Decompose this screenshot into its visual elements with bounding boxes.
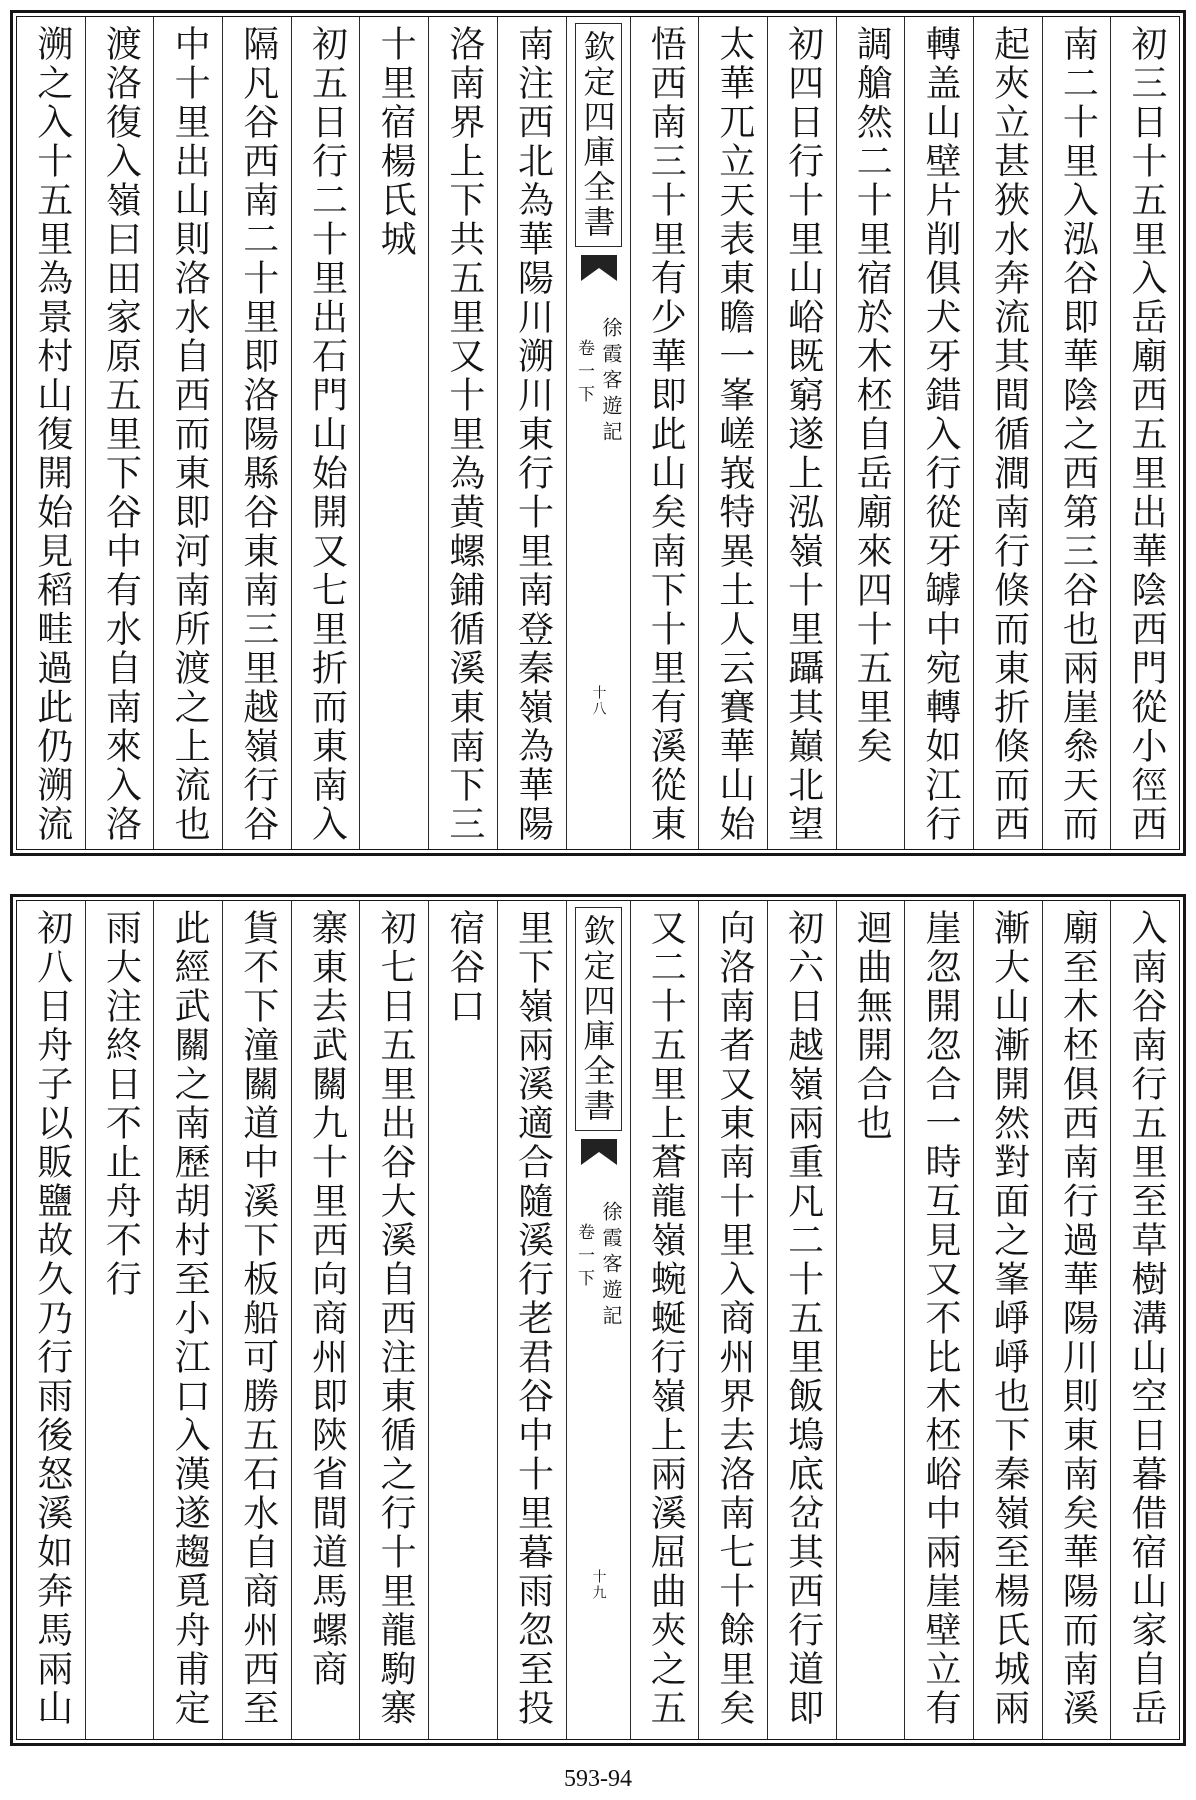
fishtail-icon [579,1139,619,1167]
text-column: 隔凡谷西南二十里即洛陽縣谷東南三里越嶺行谷 [222,17,291,849]
fishtail-icon [579,255,619,283]
text-column: 又二十五里上蒼龍嶺蜿蜒行嶺上兩溪屈曲夾之五 [630,901,699,1739]
book-title: 徐霞客遊記 [599,317,623,447]
text-column: 初五日行二十里出石門山始開又七里折而東南入 [291,17,360,849]
center-margin-column [566,901,630,1739]
series-title: 欽定四庫全書 [575,23,622,247]
text-column: 漸大山漸開然對面之峯崢崢也下秦嶺至楊氏城兩 [973,901,1042,1739]
page-number: 十九 [590,1569,607,1601]
text-column: 洛南界上下共五里又十里為黄螺鋪循溪東南下三 [428,17,497,849]
volume-label: 卷一下 [574,339,594,408]
text-column: 廟至木柸俱西南行過華陽川則東南矣華陽而南溪 [1042,901,1111,1739]
text-column: 南注西北為華陽川溯川東行十里南登秦嶺為華陽 [497,17,566,849]
text-frame [16,16,1180,850]
book-title: 徐霞客遊記 [599,1201,623,1331]
text-column: 貨不下潼關道中溪下板船可勝五石水自商州西至 [222,901,291,1739]
text-column: 初六日越嶺兩重凡二十五里飯塢底岔其西行道即 [767,901,836,1739]
text-column: 轉盖山壁片削俱犬牙錯入行從牙罅中宛轉如江行 [904,17,973,849]
scan-page-reference: 593-94 [564,1766,632,1792]
text-column: 迴曲無開合也 [836,901,905,1739]
series-title: 欽定四庫全書 [575,907,622,1131]
volume-label: 卷一下 [574,1223,594,1292]
text-column: 入南谷南行五里至草樹溝山空日暮借宿山家自岳 [1110,901,1179,1739]
text-column: 宿谷口 [428,901,497,1739]
text-column: 寨東去武關九十里西向商州即陝省間道馬螺商 [291,901,360,1739]
text-column: 渡洛復入嶺曰田家原五里下谷中有水自南來入洛 [85,17,154,849]
text-column: 崖忽開忽合一時互見又不比木柸峪中兩崖壁立有 [904,901,973,1739]
page-number: 十八 [590,685,607,717]
text-column: 南二十里入泓谷即華陰之西第三谷也兩崖叅天而 [1042,17,1111,849]
page-panel-bottom [10,894,1186,1746]
text-column: 初七日五里出谷大溪自西注東循之行十里龍駒寨 [359,901,428,1739]
text-column: 起夾立甚狹水奔流其間循澗南行倏而東折倏而西 [973,17,1042,849]
text-column: 向洛南者又東南十里入商州界去洛南七十餘里矣 [698,901,767,1739]
text-column: 雨大注終日不止舟不行 [85,901,154,1739]
center-subtitle [571,317,626,517]
text-column: 初四日行十里山峪既窮遂上泓嶺十里躡其巔北望 [767,17,836,849]
text-column: 太華兀立天表東瞻一峯嵯峩特異土人云賽華山始 [698,17,767,849]
text-column: 溯之入十五里為景村山復開始見稻畦過此仍溯流 [31,25,73,844]
text-column: 中十里出山則洛水自西而東即河南所渡之上流也 [153,17,222,849]
text-column: 初三日十五里入岳廟西五里出華陰西門從小徑西 [1110,17,1179,849]
text-column: 里下嶺兩溪適合隨溪行老君谷中十里暮雨忽至投 [497,901,566,1739]
text-column: 十里宿楊氏城 [359,17,428,849]
center-margin-column [566,17,630,849]
center-subtitle [571,1201,626,1401]
page-panel-top [10,10,1186,856]
text-column: 此經武關之南歷胡村至小江口入漢遂趨覓舟甫定 [153,901,222,1739]
text-column: 調艙然二十里宿於木柸自岳廟來四十五里矣 [836,17,905,849]
text-column: 悟西南三十里有少華即此山矣南下十里有溪從東 [630,17,699,849]
text-frame [16,900,1180,1740]
text-column: 初八日舟子以販鹽故久乃行雨後怒溪如奔馬兩山 [31,909,73,1728]
